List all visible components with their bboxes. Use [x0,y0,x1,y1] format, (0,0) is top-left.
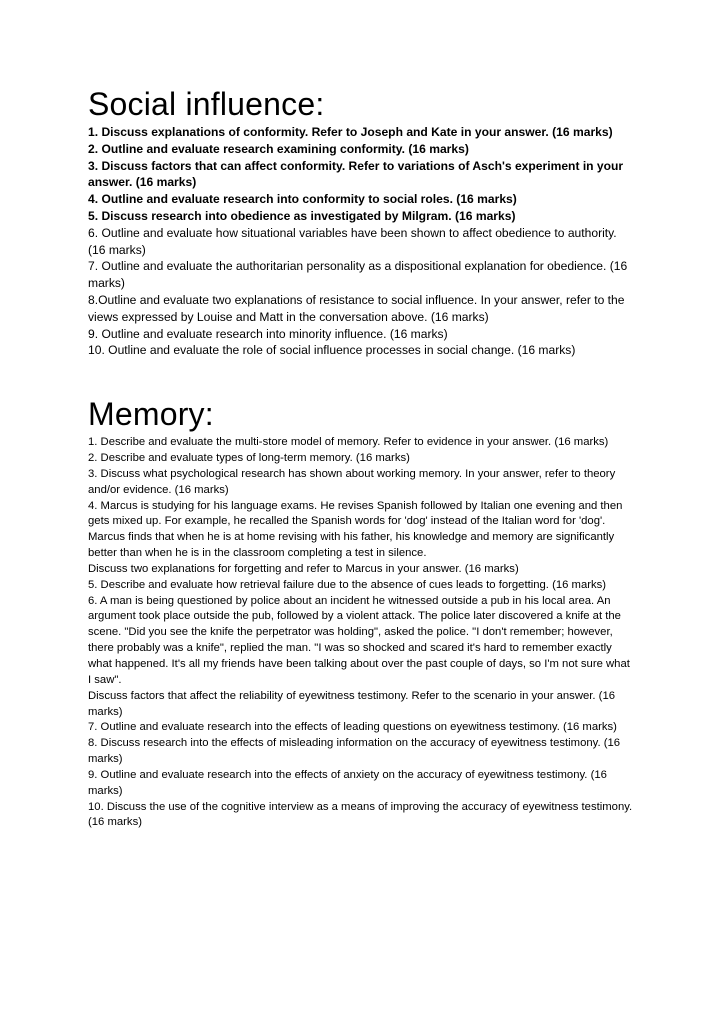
question-item [88,451,636,467]
question-text: 5. Describe and evaluate how retrieval failure due to the absence of cues leads to forgetting. (16 marks) [88,578,607,591]
question-text: 3. Discuss what psychological research has shown about working memory. In your answer, refer to theory and/or evidence. (16 marks) [88,467,616,496]
question-item [88,435,636,451]
question-item: 3. Discuss factors that can affect conformity. Refer to variations of Asch's experiment in your answer. (16 marks) [88,158,624,190]
memory-heading: Memory: [88,396,214,433]
question-item [88,768,636,800]
question-item: 8.Outline and evaluate two explanations of resistance to social influence. In your answer, refer to the views expressed by Louise and Matt in the conversation above. (16 marks) [88,292,625,324]
question-text: 10. Discuss the use of the cognitive interview as a means of improving the accuracy of eyewitness testimony. (16 marks) [88,800,633,829]
question-item [88,720,636,736]
question-item [88,736,636,768]
question-item: 7. Outline and evaluate the authoritarian personality as a dispositional explanation for obedience. (16 marks) [88,259,628,291]
question-item [88,499,636,578]
question-scenario: 6. A man is being questioned by police about an incident he witnessed outside a pub in his local area. An argument took place outside the pub, followed by a violent attack. The police later discovered a knife at the scene. "Did you see the knife the perpetrator was holding", asked the police. "I don't remember; however, there probably was a knife", replied the man. "I was so shocked and scared it's hard to remember exactly what happened. It's all my friends have been talking about over the past couple of days, so I'm not sure what I saw". [88,594,630,686]
question-text: Discuss factors that affect the reliability of eyewitness testimony. Refer to the scenario in your answer. (16 marks) [88,689,616,718]
social-influence-heading: Social influence: [88,86,325,122]
question-item: 9. Outline and evaluate research into minority influence. (16 marks) [88,326,448,341]
question-item: 4. Outline and evaluate research into conformity to social roles. (16 marks) [88,192,517,207]
question-item [88,578,636,594]
question-item [88,800,636,832]
question-text: Discuss two explanations for forgetting and refer to Marcus in your answer. (16 marks) [88,562,519,575]
document-page [88,0,636,831]
question-text: 1. Describe and evaluate the multi-store model of memory. Refer to evidence in your answer. (16 marks) [88,436,609,449]
question-text: 9. Outline and evaluate research into the effects of anxiety on the accuracy of eyewitness testimony. (16 marks) [88,768,607,797]
social-influence-question-list [88,124,636,359]
memory-question-list [88,435,636,831]
question-text: 7. Outline and evaluate research into the effects of leading questions on eyewitness testimony. (16 marks) [88,721,617,734]
question-scenario: 4. Marcus is studying for his language exams. He revises Spanish followed by Italian one evening and then gets mixed up. For example, he recalled the Spanish words for 'dog' instead of the Italian word for 'dog'. Marcus finds that when he is at home revising with his father, his knowledge and memory are significantly better than when he is in the classroom completing a test in silence. [88,499,623,560]
question-item: 1. Discuss explanations of conformity. Refer to Joseph and Kate in your answer. (16 marks) [88,125,613,139]
question-text: 8. Discuss research into the effects of misleading information on the accuracy of eyewitness testimony. (16 marks) [88,737,621,766]
question-item: 2. Outline and evaluate research examining conformity. (16 marks) [88,141,469,156]
question-item: 5. Discuss research into obedience as investigated by Milgram. (16 marks) [88,208,516,223]
question-item [88,467,636,499]
question-item: 10. Outline and evaluate the role of social influence processes in social change. (16 marks) [88,343,576,358]
question-text: 2. Describe and evaluate types of long-term memory. (16 marks) [88,452,410,464]
question-item: 6. Outline and evaluate how situational variables have been shown to affect obedience to authority. (16 marks) [88,225,617,257]
question-item [88,594,636,721]
